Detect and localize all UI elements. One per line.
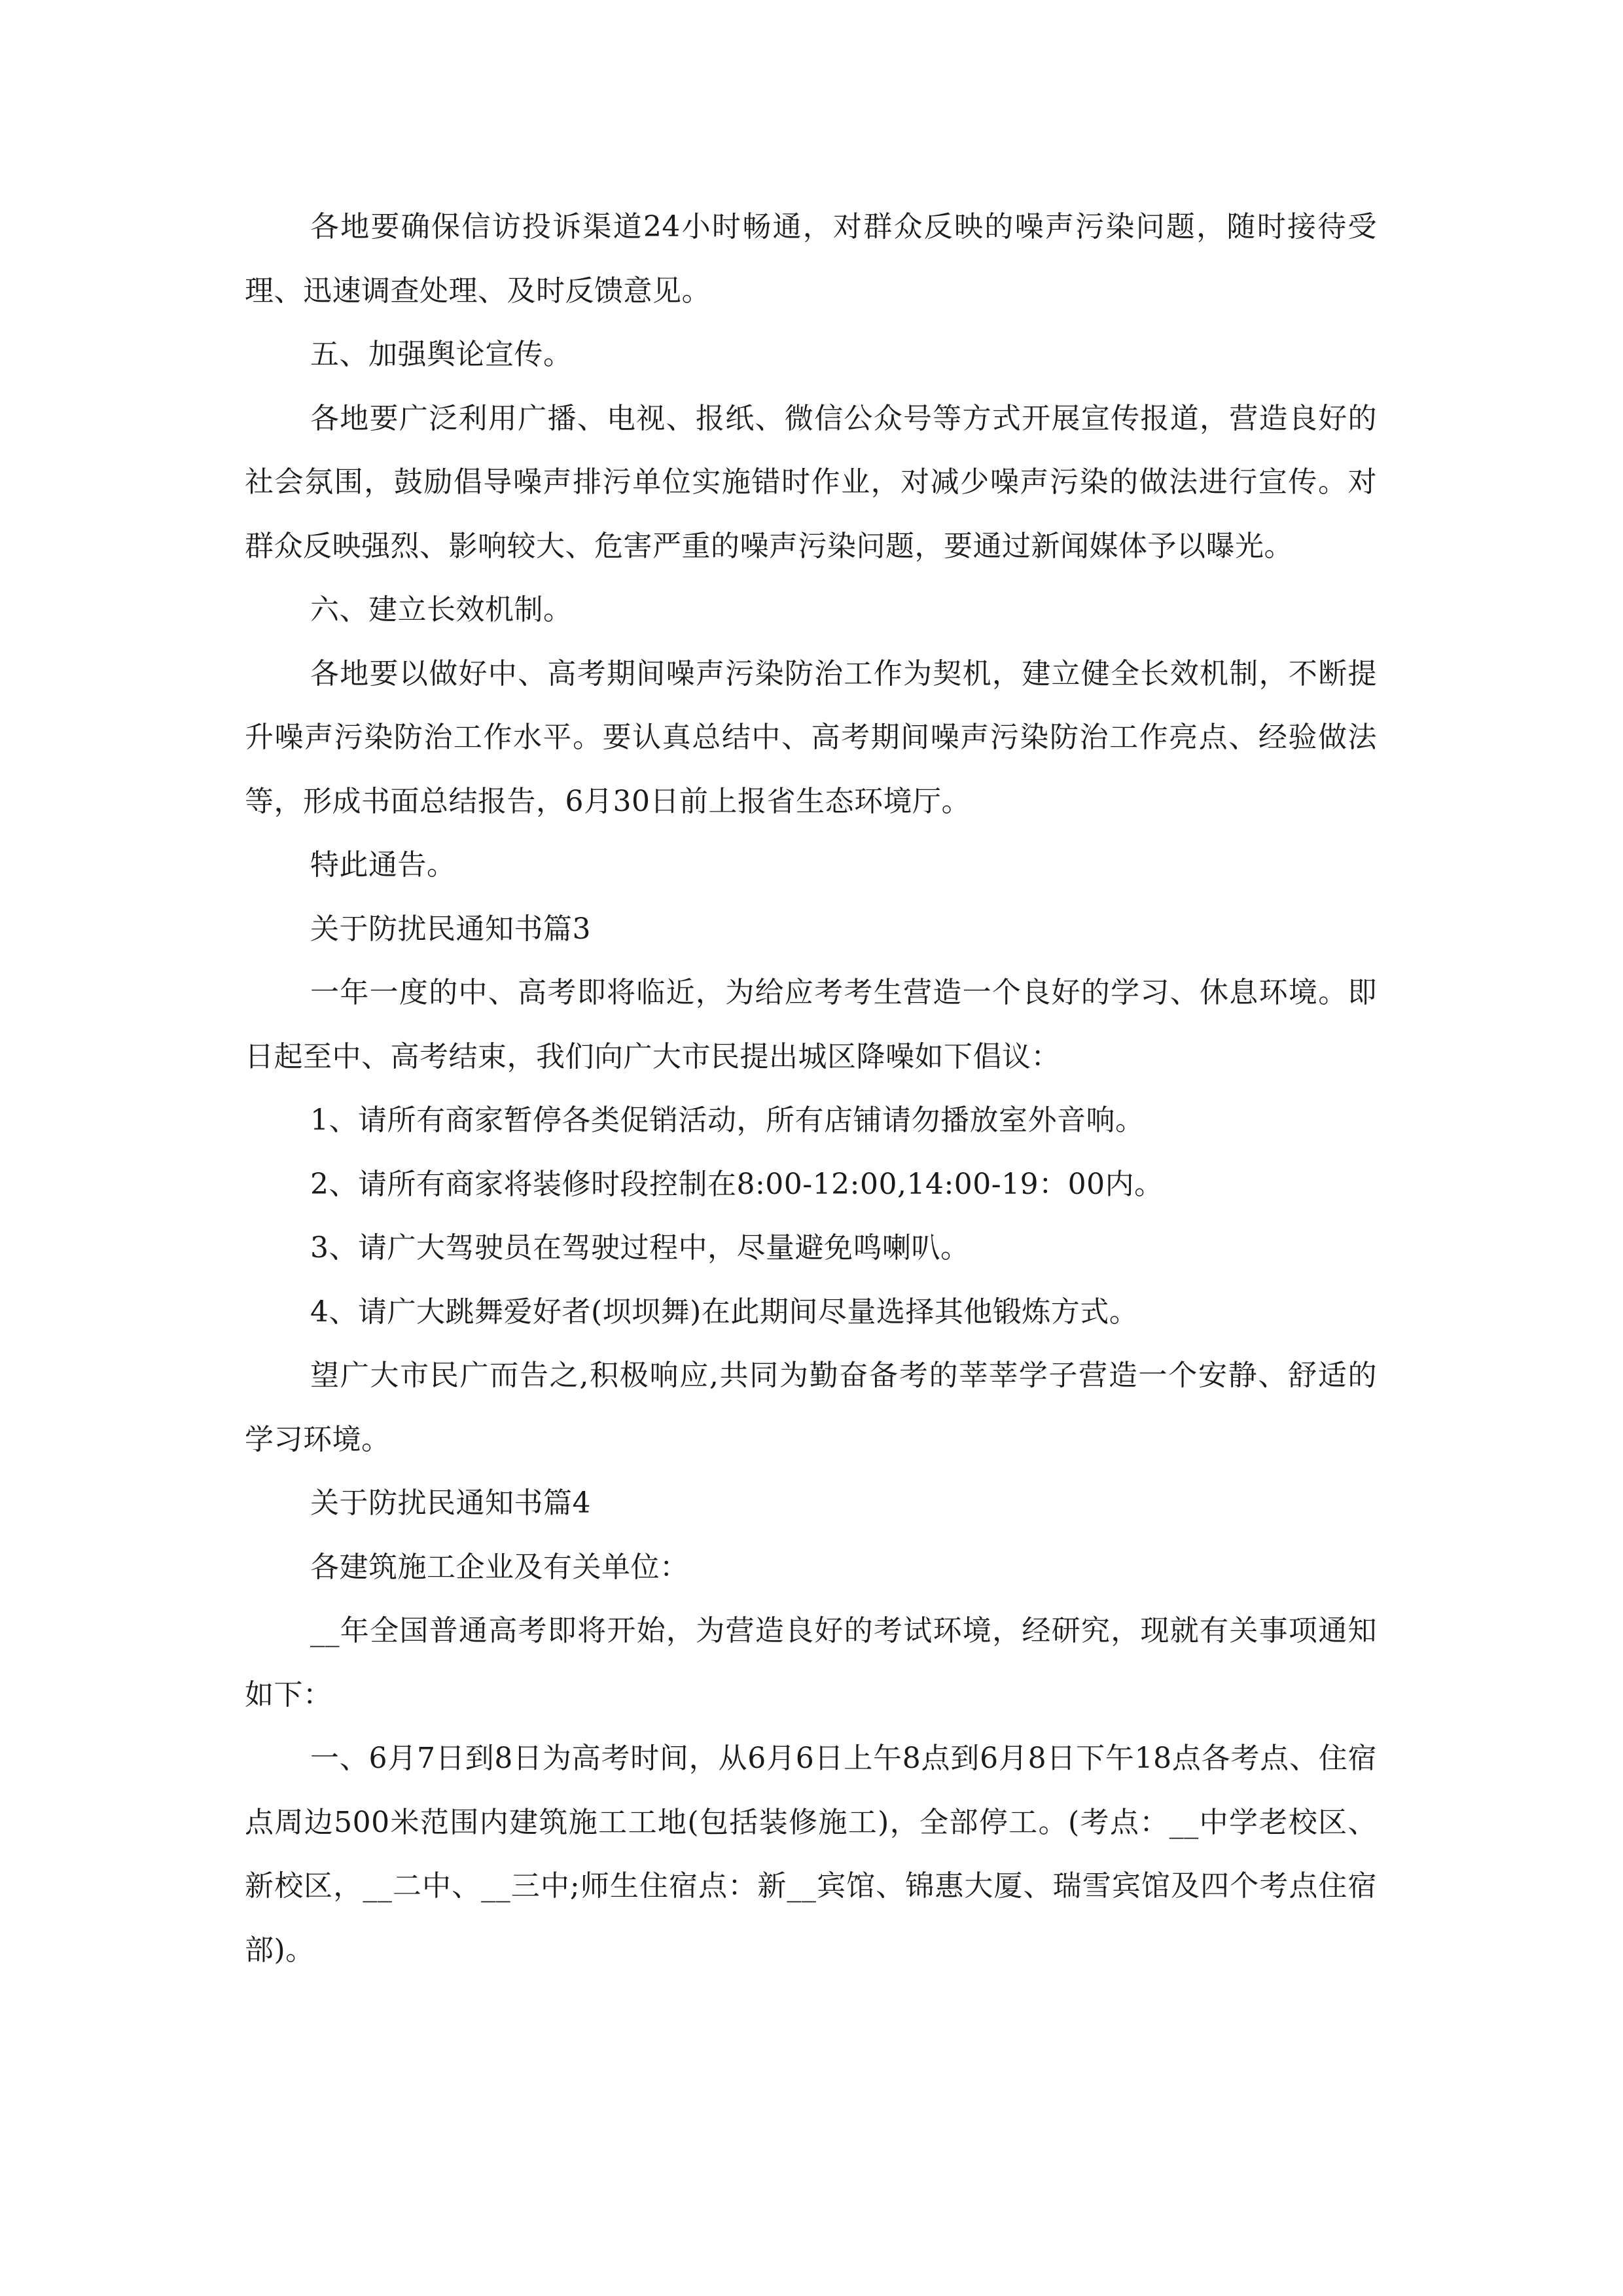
section-title-part-4: 关于防扰民通知书篇4 xyxy=(310,1486,591,1520)
list-item-2: 2、请所有商家将装修时段控制在8:00-12:00,14:00-19：00内。 xyxy=(310,1167,1164,1201)
list-item-4: 4、请广大跳舞爱好者(坝坝舞)在此期间尽量选择其他锻炼方式。 xyxy=(310,1295,1139,1329)
paragraph-exam-notice: __年全国普通高考即将开始，为营造良好的考试环境，经研究，现就有关事项通知如下： xyxy=(245,1614,1377,1712)
section-title-part-3: 关于防扰民通知书篇3 xyxy=(310,912,591,946)
paragraph-long-term-mechanism: 各地要以做好中、高考期间噪声污染防治工作为契机，建立健全长效机制，不断提升噪声污染防治工作水平。要认真总结中、高考期间噪声污染防治工作亮点、经验做法等，形成书面总结报告，6月30日前上报省生态环境厅。 xyxy=(245,656,1377,818)
paragraph-salutation: 各建筑施工企业及有关单位： xyxy=(310,1550,689,1584)
document-body xyxy=(245,195,1377,1982)
list-item-1: 1、请所有商家暂停各类促销活动，所有店铺请勿播放室外音响。 xyxy=(310,1103,1145,1137)
heading-long-term-mechanism: 六、建立长效机制。 xyxy=(310,593,573,626)
paragraph-intro-part-3: 一年一度的中、高考即将临近，为给应考考生营造一个良好的学习、休息环境。即日起至中、高考结束，我们向广大市民提出城区降噪如下倡议： xyxy=(245,976,1377,1073)
paragraph-publicity: 各地要广泛利用广播、电视、报纸、微信公众号等方式开展宣传报道，营造良好的社会氛围，鼓励倡导噪声排污单位实施错时作业，对减少噪声污染的做法进行宣传。对群众反映强烈、影响较大、危害严重的噪声污染问题，要通过新闻媒体予以曝光。 xyxy=(245,401,1377,563)
paragraph-exam-schedule: 一、6月7日到8日为高考时间，从6月6日上午8点到6月8日下午18点各考点、住宿点周边500米范围内建筑施工工地(包括装修施工)，全部停工。(考点：__中学老校区、新校区，__二中、__三中;师生住宿点：新__宾馆、锦惠大厦、瑞雪宾馆及四个考点住宿部)。 xyxy=(245,1742,1377,1967)
list-item-3: 3、请广大驾驶员在驾驶过程中，尽量避免鸣喇叭。 xyxy=(310,1231,970,1265)
paragraph-notice-end: 特此通告。 xyxy=(310,848,456,882)
paragraph-complaint-channel: 各地要确保信访投诉渠道24小时畅通，对群众反映的噪声污染问题，随时接待受理、迅速调查处理、及时反馈意见。 xyxy=(245,210,1377,308)
heading-publicity: 五、加强舆论宣传。 xyxy=(310,338,573,371)
paragraph-appeal: 望广大市民广而告之,积极响应,共同为勤奋备考的莘莘学子营造一个安静、舒适的学习环境。 xyxy=(245,1359,1377,1456)
